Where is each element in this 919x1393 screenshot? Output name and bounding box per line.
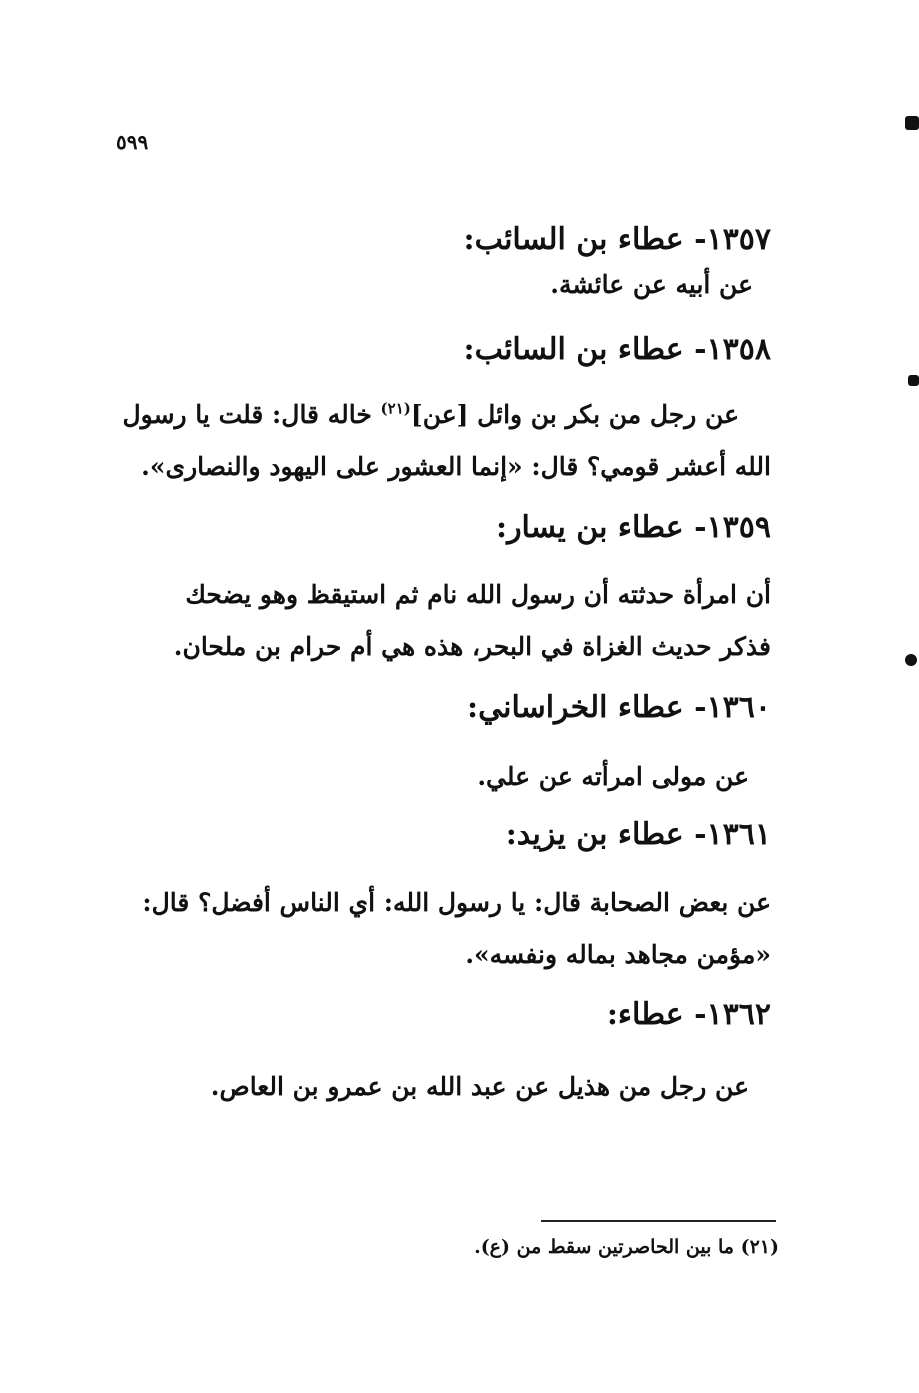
entry-text-1362: عن رجل من هذيل عن عبد الله بن عمرو بن العاص. (210, 1072, 749, 1101)
entry-heading-1360: ١٣٦٠- عطاء الخراساني: (467, 690, 771, 725)
scan-mark (905, 654, 917, 666)
entry-text-1361-line2: «مؤمن مجاهد بماله ونفسه». (465, 940, 771, 969)
footnote-separator (541, 1220, 776, 1222)
entry-text-1358-line2: الله أعشر قومي؟ قال: «إنما العشور على اليهود والنصارى». (141, 452, 771, 481)
entry-text-1361-line1: عن بعض الصحابة قال: يا رسول الله: أي الناس أفضل؟ قال: (142, 888, 771, 917)
page-number: ٥٩٩ (116, 130, 149, 154)
entry-text-1358-part1: عن رجل من بكر بن وائل [عن] (410, 400, 739, 429)
scan-mark (908, 375, 919, 386)
entry-heading-1359: ١٣٥٩- عطاء بن يسار: (496, 510, 771, 545)
scan-mark (905, 116, 919, 130)
entry-text-1357: عن أبيه عن عائشة. (550, 270, 753, 299)
entry-text-1359-line2: فذكر حديث الغزاة في البحر، هذه هي أم حرام بن ملحان. (173, 632, 771, 661)
entry-text-1358-line1 (122, 398, 739, 432)
entry-heading-1361: ١٣٦١- عطاء بن يزيد: (505, 817, 771, 852)
entry-text-1358-part2: خاله قال: قلت يا رسول (122, 400, 372, 429)
entry-text-1360: عن مولى امرأته عن علي. (477, 762, 749, 791)
entry-text-1359-line1: أن امرأة حدثته أن رسول الله نام ثم استيقظ وهو يضحك (185, 580, 771, 609)
footnote: (٢١) ما بين الحاصرتين سقط من (ع). (474, 1236, 779, 1258)
footnote-ref: (٢١) (380, 399, 411, 418)
entry-heading-1358: ١٣٥٨- عطاء بن السائب: (463, 332, 771, 367)
entry-heading-1362: ١٣٦٢- عطاء: (606, 997, 771, 1032)
entry-heading-1357: ١٣٥٧- عطاء بن السائب: (463, 222, 771, 257)
